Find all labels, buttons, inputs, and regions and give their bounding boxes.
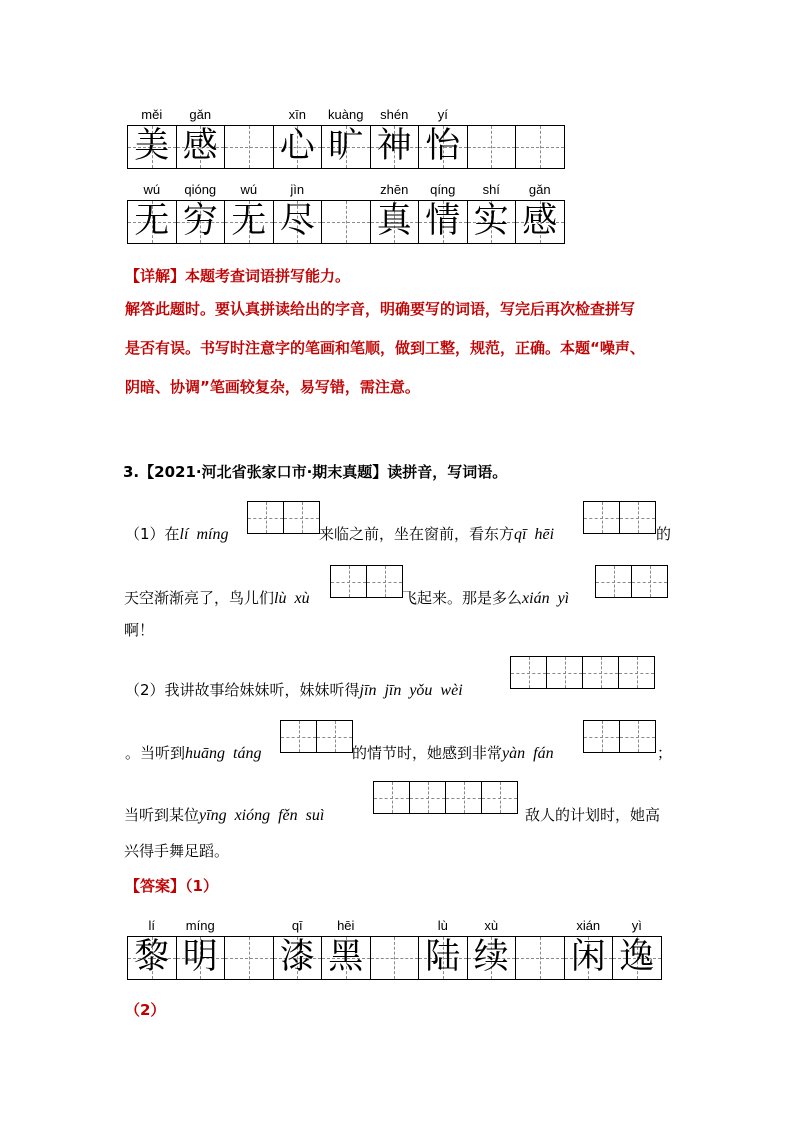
character: 美: [134, 125, 170, 166]
pinyin-label: gǎn: [189, 107, 212, 122]
grid-cell: [128, 182, 177, 244]
character: 感: [182, 125, 218, 166]
answer-grid: [127, 918, 662, 980]
pinyin-label: měi: [141, 107, 163, 122]
grid-cell: [225, 936, 274, 980]
sentence-text: 天空渐渐亮了，鸟儿们: [124, 589, 275, 607]
q3-part1-line1-mid: [319, 527, 554, 543]
q3-part1-line2-mid: [402, 591, 569, 607]
character: 情: [425, 200, 461, 241]
grid-cell: [274, 918, 323, 980]
pinyin-label: yí: [437, 107, 448, 122]
explanation-intro: 本题考查词语拼写能力。: [185, 267, 351, 285]
pinyin-label: jìn: [290, 182, 305, 197]
answer-tag: 【答案】: [125, 877, 186, 895]
grid-cell: [516, 182, 565, 244]
pinyin-label: hēi: [337, 918, 355, 933]
grid-cell: [128, 107, 177, 169]
grid-cell: [419, 182, 468, 244]
q3-part2-line2-end: ；: [657, 744, 673, 762]
blank-grid[interactable]: [247, 501, 320, 534]
pinyin-label: shí: [482, 182, 500, 197]
question-source: 【2021·河北省张家口市·期末真题】: [139, 463, 388, 481]
grid-cell: [371, 936, 420, 980]
answer-part-label: （1）: [185, 877, 218, 895]
character: 真: [376, 200, 412, 241]
pinyin-label: shén: [380, 107, 409, 122]
grid-cell: [613, 918, 662, 980]
character: 闲: [570, 936, 606, 977]
pinyin-label: xīn: [288, 107, 306, 122]
character: 无: [231, 200, 267, 241]
character: 漆: [279, 936, 315, 977]
grid-cell: [322, 107, 371, 169]
grid-cell: [468, 918, 517, 980]
grid-cell: [128, 918, 177, 980]
grid-cell: [371, 107, 420, 169]
pinyin-label: qíng: [430, 182, 456, 197]
pinyin-prompt: xián yì: [522, 590, 570, 607]
q3-part1-line3: 啊！: [124, 621, 155, 639]
blank-grid[interactable]: [280, 720, 353, 753]
question-number: 3.: [123, 463, 140, 481]
grid-cell: [468, 182, 517, 244]
grid-cell: [516, 936, 565, 980]
pinyin-label: kuàng: [328, 107, 364, 122]
q3-part1-line1-end: 的: [656, 525, 672, 543]
question-prompt: 读拼音，写词语。: [387, 463, 508, 481]
pinyin-prompt: jīn jīn yǒu wèi: [359, 682, 463, 699]
grid-cell: [177, 182, 226, 244]
pinyin-label: wú: [240, 182, 258, 197]
question-3-header: [123, 465, 507, 480]
sentence-text: 来临之前，坐在窗前，看东方: [319, 525, 515, 543]
character: 逸: [619, 936, 655, 977]
answer-grid-row-2: [127, 182, 565, 244]
q3-part2-line2-start: [125, 746, 261, 762]
pinyin-label: qióng: [184, 182, 217, 197]
explanation-line-3: 阴暗、协调”笔画较复杂，易写错，需注意。: [125, 378, 420, 396]
pinyin-prompt: qī hēi: [514, 526, 555, 543]
q3-part2-line4: 兴得手舞足蹈。: [124, 842, 230, 860]
q3-part2-line3-start: [124, 808, 324, 824]
pinyin-prompt: lù xù: [274, 590, 310, 607]
grid-cell: [371, 182, 420, 244]
character: 感: [522, 200, 558, 241]
explanation-header: [125, 269, 350, 284]
grid-cell: [274, 182, 323, 244]
q3-part2-line2-mid: [352, 746, 554, 762]
character: 实: [473, 200, 509, 241]
pinyin-prompt: yàn fán: [502, 745, 554, 762]
q3-part1-line2-start: [124, 591, 310, 607]
pinyin-label: gǎn: [528, 182, 551, 197]
grid-cell: [419, 107, 468, 169]
character: 无: [134, 200, 170, 241]
sentence-text: 当听到某位: [124, 806, 200, 824]
pinyin-label: míng: [185, 918, 215, 933]
character: 陆: [425, 936, 461, 977]
pinyin-label: lù: [437, 918, 448, 933]
blank-grid[interactable]: [510, 656, 655, 689]
character: 尽: [279, 200, 315, 241]
q3-part2-line3-end: 敌人的计划时，她高: [525, 806, 661, 824]
blank-grid[interactable]: [373, 781, 518, 814]
explanation-tag: 【详解】: [125, 267, 186, 285]
part-label: （1）在: [125, 525, 180, 543]
grid-cell: [516, 125, 565, 169]
grid-cell: [225, 125, 274, 169]
explanation-line-2: 是否有误。书写时注意字的笔画和笔顺，做到工整，规范，正确。本题“噪声、: [125, 339, 645, 357]
blank-grid[interactable]: [330, 565, 403, 598]
sentence-text: 。当听到: [125, 744, 186, 762]
pinyin-label: xù: [484, 918, 499, 933]
grid-cell: [419, 918, 468, 980]
explanation-line-1: 解答此题时。要认真拼读给出的字音，明确要写的词语，写完后再次检查拼写: [125, 300, 636, 318]
grid-cell: [177, 918, 226, 980]
q3-part1-line1-start: [125, 527, 228, 543]
pinyin-label: wú: [143, 182, 161, 197]
sentence-text: 的情节时，她感到非常: [352, 744, 503, 762]
character: 怡: [425, 125, 461, 166]
blank-grid[interactable]: [583, 501, 656, 534]
pinyin-label: zhēn: [380, 182, 409, 197]
grid-cell: [565, 918, 614, 980]
character: 神: [376, 125, 412, 166]
character: 明: [182, 936, 218, 977]
pinyin-label: yì: [631, 918, 642, 933]
grid-cell: [225, 182, 274, 244]
grid-cell: [322, 918, 371, 980]
character: 续: [473, 936, 509, 977]
q3-part2-line1: [125, 683, 463, 699]
character: 黑: [328, 936, 364, 977]
pinyin-prompt: yīng xióng fěn suì: [199, 807, 325, 824]
pinyin-prompt: lí míng: [179, 526, 229, 543]
blank-grid[interactable]: [595, 565, 668, 598]
character: 穷: [182, 200, 218, 241]
pinyin-label: lí: [148, 918, 155, 933]
grid-cell: [274, 107, 323, 169]
grid-cell: [177, 107, 226, 169]
sentence-text: 飞起来。那是多么: [402, 589, 523, 607]
answer-part-2-label: （2）: [125, 1001, 166, 1019]
character: 旷: [328, 125, 364, 166]
pinyin-prompt: huāng táng: [185, 745, 262, 762]
pinyin-label: qī: [291, 918, 303, 933]
grid-cell: [322, 200, 371, 244]
pinyin-label: xián: [576, 918, 601, 933]
character: 黎: [134, 936, 170, 977]
grid-cell: [468, 125, 517, 169]
part-label: （2）我讲故事给妹妹听，妹妹听得: [125, 681, 360, 699]
answer-header: [125, 879, 218, 894]
character: 心: [279, 125, 315, 166]
answer-grid-row-1: [127, 107, 565, 169]
blank-grid[interactable]: [583, 720, 656, 753]
